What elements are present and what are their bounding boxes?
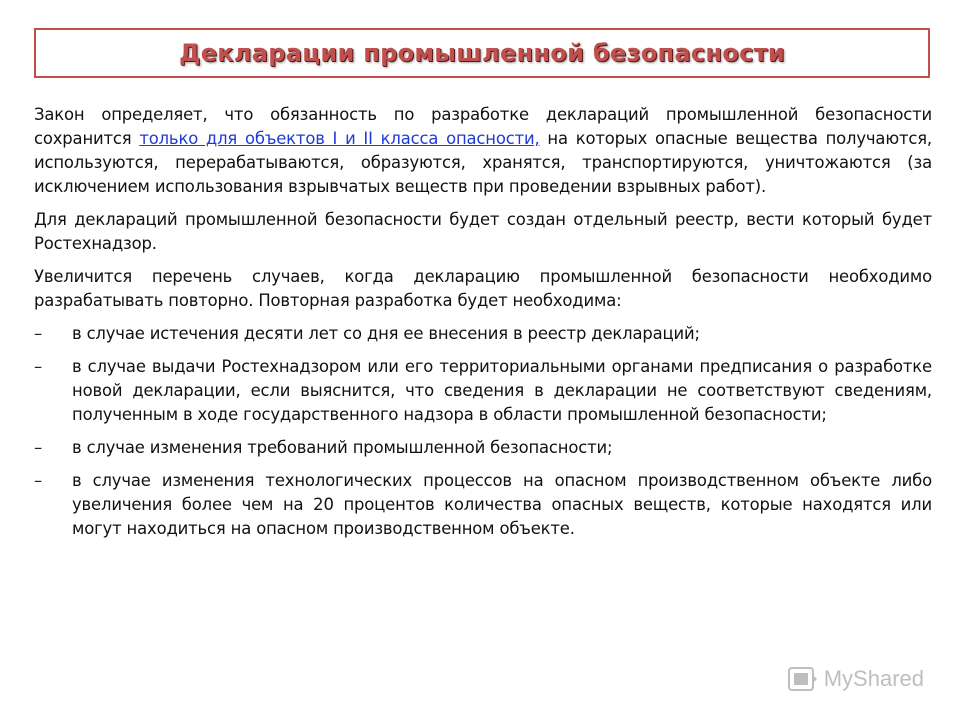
paragraph-repeat-development: Увеличится перечень случаев, когда декларацию промышленной безопасности необходимо разрабатывать повторно. Повторная разработка будет необходима: (34, 267, 932, 310)
paragraph-registry: Для деклараций промышленной безопасности будет создан отдельный реестр, вести который будет Ростехнадзор. (34, 210, 932, 253)
paragraph-law-text-after: на которых опасные вещества получаются, используются, перерабатываются, образуются, хранятся, транспортируются, уничтожаются (за исключением использования взрывчатых веществ при проведении взрывных работ). (34, 129, 932, 196)
dash-bullet: – (34, 438, 43, 457)
watermark (788, 666, 924, 692)
paragraph-law-text-before: Закон определяет, что обязанность по разработке деклараций промышленной безопасности сохранится (34, 105, 932, 148)
slide-body (34, 103, 932, 550)
cases-list (34, 322, 932, 541)
list-item (34, 322, 932, 346)
title-banner (34, 28, 930, 78)
list-item (34, 469, 932, 541)
list-item-text: в случае истечения десяти лет со дня ее внесения в реестр деклараций; (72, 324, 700, 343)
dash-bullet: – (34, 324, 43, 343)
dash-bullet: – (34, 357, 43, 376)
dash-bullet: – (34, 471, 43, 490)
watermark-text: MyShared (823, 666, 924, 691)
slide-title: Декларации промышленной безопасности (179, 39, 785, 67)
hazard-class-link[interactable]: только для объектов I и II класса опасности, (139, 129, 540, 148)
paragraph-law (34, 103, 932, 199)
list-item-text: в случае изменения технологических процессов на опасном производственном объекте либо увеличения более чем на 20 процентов количества опасных веществ, которые находятся или могут находиться на опасном производственном объекте. (72, 471, 932, 538)
myshared-logo-icon (788, 667, 818, 691)
list-item (34, 355, 932, 427)
list-item-text: в случае выдачи Ростехнадзором или его территориальными органами предписания о разработке новой декларации, если выяснится, что сведения в декларации не соответствуют сведениям, полученным в ходе государственного надзора в области промышленной безопасности; (72, 357, 932, 424)
list-item (34, 436, 932, 460)
list-item-text: в случае изменения требований промышленной безопасности; (72, 438, 613, 457)
